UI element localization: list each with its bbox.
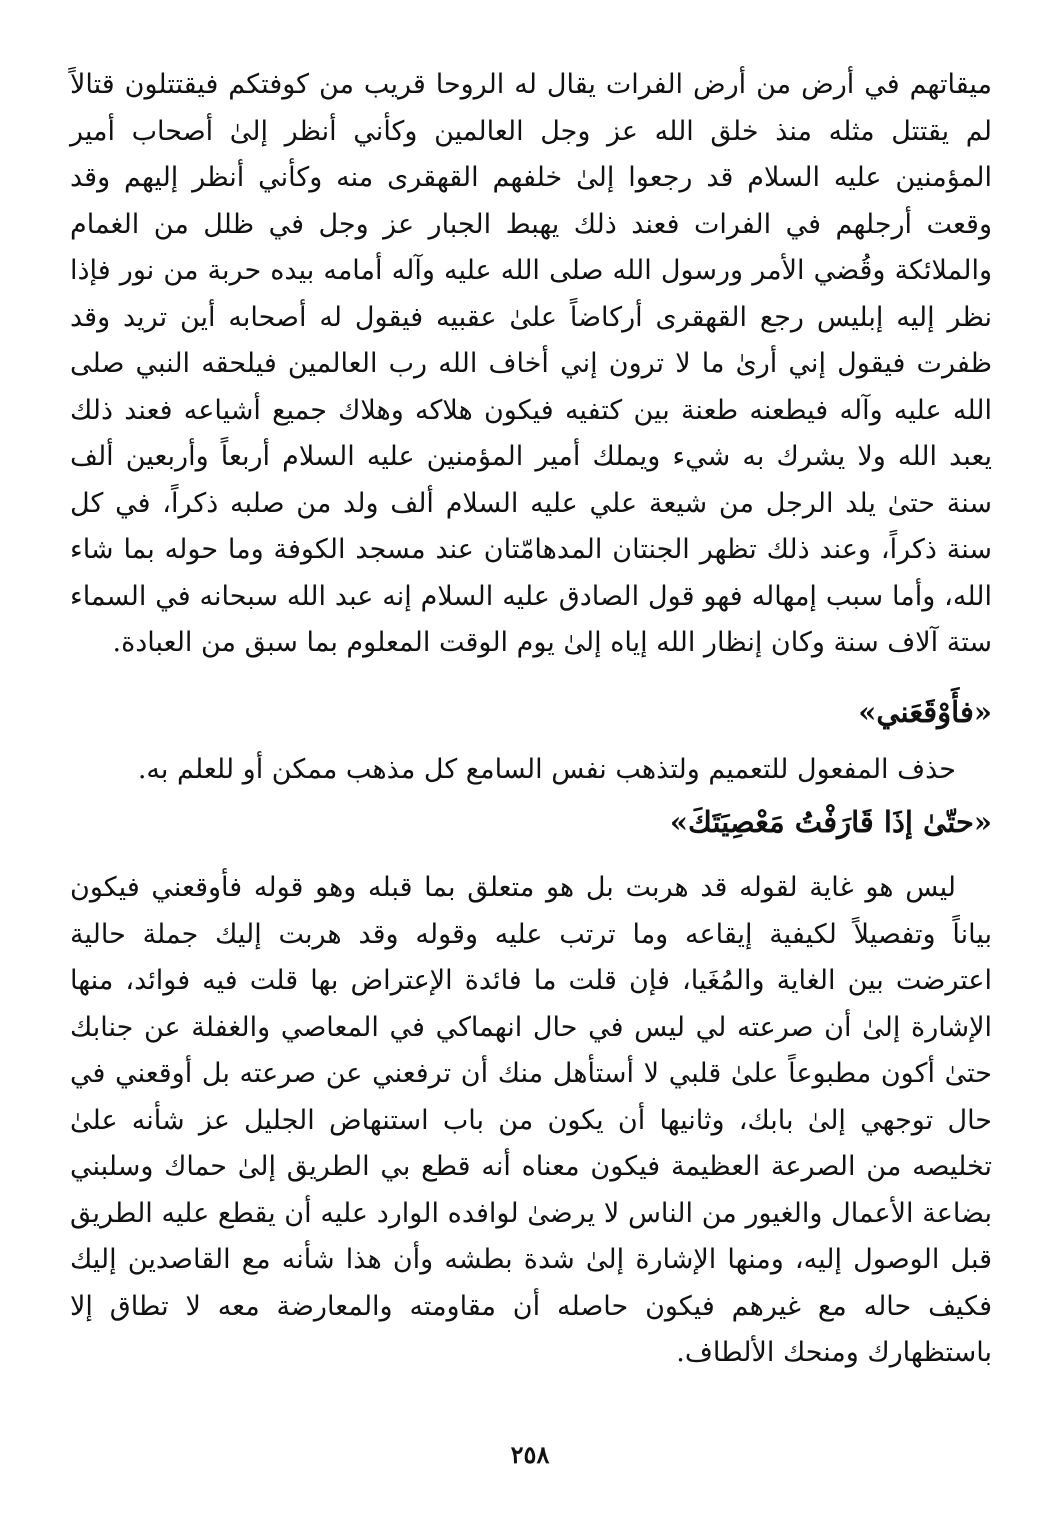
section-heading-fa-awqaani: «فأَوْقَعَني» (858, 694, 992, 729)
page-number: ٢٥٨ (510, 1440, 550, 1469)
body-paragraph-1: ميقاتهم في أرض من أرض الفرات يقال له الروحا قريب من كوفتكم فيقتتلون قتالاً لم يقتتل مثله منذ خلق الله عز وجل العالمين وكأني أنظر إلىٰ أصحاب أمير المؤمنين عليه السلام قد رجعوا إلىٰ خلفهم القهقرى منه وكأني أنظر إليهم وقد وقعت أرجلهم في الفرات فعند ذلك يهبط الجبار عز وجل في ظلل من الغمام والملائكة وقُضي الأمر ورسول الله صلى الله عليه وآله أمامه بيده حربة من نور فإذا نظر إليه إبليس رجع القهقرى أركاضاً علىٰ عقبيه فيقول له أصحابه أين تريد وقد ظفرت فيقول إني أرىٰ ما لا ترون إني أخاف الله رب العالمين فيلحقه النبي صلى الله عليه وآله فيطعنه طعنة بين كتفيه فيكون هلاكه وهلاك جميع أشياعه فعند ذلك يعبد الله ولا يشرك به شيء ويملك أمير المؤمنين عليه السلام أربعاً وأربعين ألف سنة حتىٰ يلد الرجل من شيعة علي عليه السلام ألف ولد من صلبه ذكراً، في كل سنة ذكراً، وعند ذلك تظهر الجنتان المدهامّتان عند مسجد الكوفة وما حوله بما شاء الله، وأما سبب إمهاله فهو قول الصادق عليه السلام إنه عبد الله سبحانه في السماء ستة آلاف سنة وكان إنظار الله إياه إلىٰ يوم الوقت المعلوم بما سبق من العبادة. (70, 69, 992, 658)
body-paragraph-2: حذف المفعول للتعميم ولتذهب نفس السامع كل مذهب ممكن أو للعلم به. (137, 753, 956, 785)
section-heading-hatta-idha: «حتّىٰ إذَا قَارَفْتُ مَعْصِيَتَكَ» (669, 805, 992, 839)
body-paragraph-3: ليس هو غاية لقوله قد هربت بل هو متعلق بما قبله وهو قوله فأوقعني فيكون بياناً وتفصيلاً لكيفية إيقاعه وما ترتب عليه وقوله وقد هربت إليك جملة حالية اعترضت بين الغاية والمُغَيا، فإن قلت ما فائدة الإعتراض بها قلت فيه فوائد، منها الإشارة إلىٰ أن صرعته لي ليس في حال انهماكي في المعاصي والغفلة عن جنابك حتىٰ أكون مطبوعاً علىٰ قلبي لا أستأهل منك أن ترفعني عن صرعته بل أوقعني في حال توجهي إلىٰ بابك، وثانيها أن يكون من باب استنهاض الجليل عز شأنه علىٰ تخليصه من الصرعة العظيمة فيكون معناه أنه قطع بي الطريق إلىٰ حماك وسلبني بضاعة الأعمال والغيور من الناس لا يرضىٰ لوافده الوارد عليه أن يقطع عليه الطريق قبل الوصول إليه، ومنها الإشارة إلىٰ شدة بطشه وأن هذا شأنه مع القاصدين إليك فكيف حاله مع غيرهم فيكون حاصله أن مقاومته والمعارضة معه لا تطاق إلا باستظهارك ومنحك الألطاف. (70, 872, 993, 1368)
